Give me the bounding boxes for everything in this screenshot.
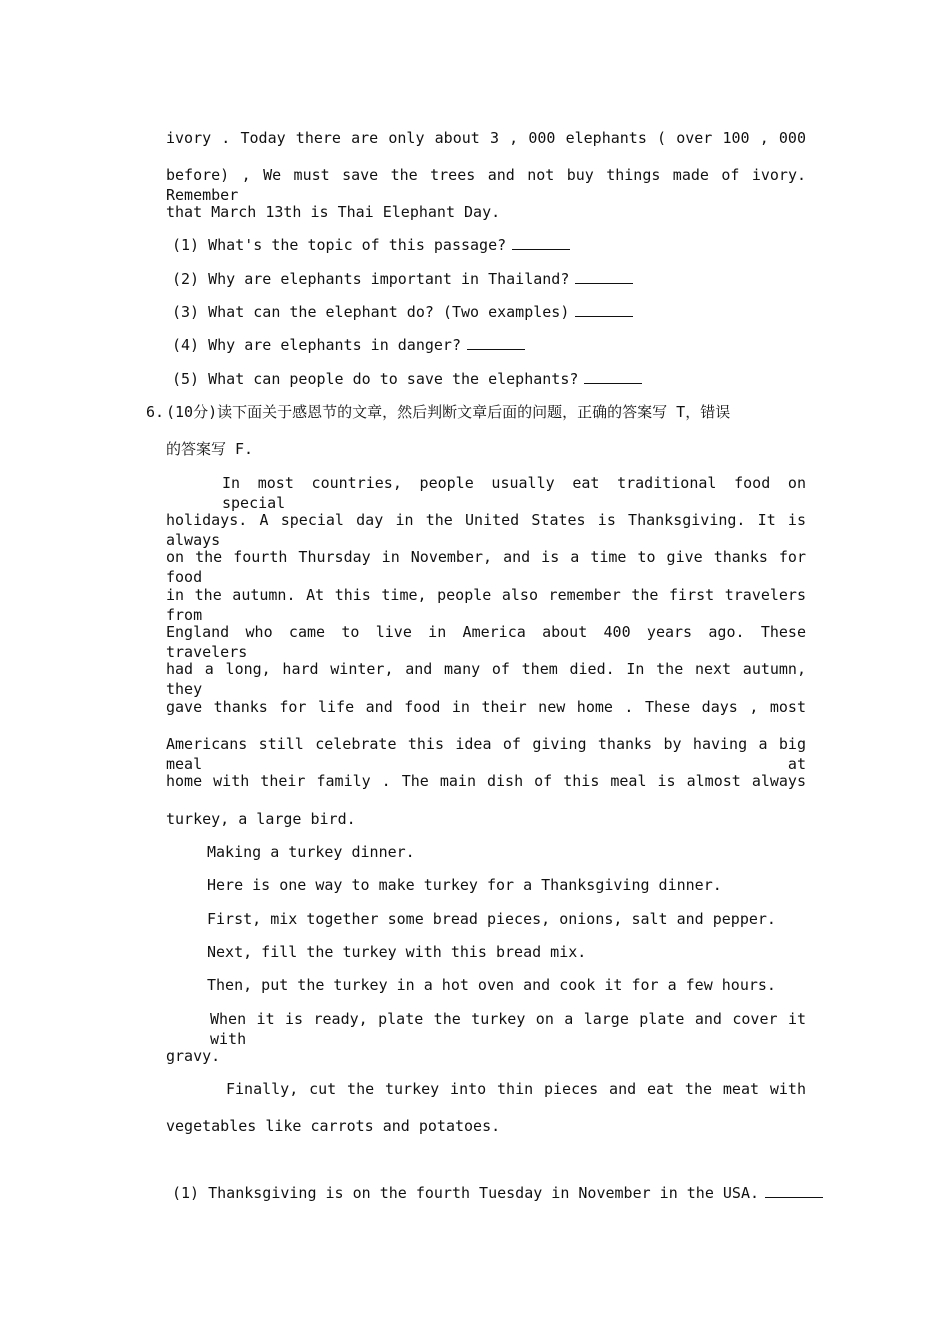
question-text: (1) Thanksgiving is on the fourth Tuesday in November in the USA.	[172, 1184, 759, 1202]
question-text: (1) What's the topic of this passage?	[172, 236, 507, 254]
answer-blank[interactable]	[512, 248, 570, 250]
passage6-line-8: Americans still celebrate this idea of giving thanks by having a big meal at	[166, 735, 806, 773]
passage5-line-1: ivory . Today there are only about 3 , 000 elephants ( over 100 , 000	[166, 129, 806, 147]
answer-blank[interactable]	[575, 282, 633, 284]
passage6-line-7: gave thanks for life and food in their new home . These days , most	[166, 698, 806, 716]
question-5-4	[172, 335, 812, 355]
answer-blank[interactable]	[765, 1196, 823, 1198]
section6-instruction-line-2: 的答案写 F.	[166, 440, 254, 458]
question-5-3	[172, 302, 812, 322]
section-number: 6.	[146, 403, 165, 421]
question-5-2	[172, 269, 812, 289]
passage6-line-4: in the autumn. At this time, people also remember the first travelers from	[166, 586, 806, 624]
question-5-1	[172, 235, 812, 255]
recipe-line-4: Then, put the turkey in a hot oven and cook it for a few hours.	[207, 976, 776, 994]
question-text: (2) Why are elephants important in Thailand?	[172, 270, 570, 288]
recipe-ready-line-2: gravy.	[166, 1047, 221, 1065]
question-5-5	[172, 369, 812, 389]
answer-blank[interactable]	[584, 382, 642, 384]
section6-instruction-line-1: (10分)读下面关于感恩节的文章，然后判断文章后面的问题，正确的答案写 T，错误	[166, 403, 731, 421]
recipe-ready-line-1: When it is ready, plate the turkey on a large plate and cover it with	[210, 1010, 806, 1048]
recipe-title: Making a turkey dinner.	[207, 843, 415, 861]
passage6-line-1: In most countries, people usually eat traditional food on special	[222, 474, 806, 512]
passage6-line-2: holidays. A special day in the United States is Thanksgiving. It is always	[166, 511, 806, 549]
question-text: (3) What can the elephant do? (Two examples)	[172, 303, 570, 321]
recipe-line-1: Here is one way to make turkey for a Thanksgiving dinner.	[207, 876, 722, 894]
question-text: (5) What can people do to save the elephants?	[172, 370, 579, 388]
recipe-finally-line-2: vegetables like carrots and potatoes.	[166, 1117, 501, 1135]
passage6-line-6: had a long, hard winter, and many of them died. In the next autumn, they	[166, 660, 806, 698]
recipe-line-3: Next, fill the turkey with this bread mix.	[207, 943, 587, 961]
passage5-line-3: that March 13th is Thai Elephant Day.	[166, 203, 501, 221]
question-6-1	[172, 1183, 812, 1203]
answer-blank[interactable]	[575, 315, 633, 317]
passage6-line-3: on the fourth Thursday in November, and is a time to give thanks for food	[166, 548, 806, 586]
recipe-finally-line-1: Finally, cut the turkey into thin pieces and eat the meat with	[226, 1080, 806, 1098]
passage6-line-9: home with their family . The main dish of this meal is almost always	[166, 772, 806, 790]
passage5-line-2: before) , We must save the trees and not buy things made of ivory. Remember	[166, 166, 806, 204]
passage6-line-10: turkey, a large bird.	[166, 810, 356, 828]
answer-blank[interactable]	[467, 348, 525, 350]
question-text: (4) Why are elephants in danger?	[172, 336, 461, 354]
recipe-line-2: First, mix together some bread pieces, onions, salt and pepper.	[207, 910, 776, 928]
passage6-line-5: England who came to live in America about 400 years ago. These travelers	[166, 623, 806, 661]
